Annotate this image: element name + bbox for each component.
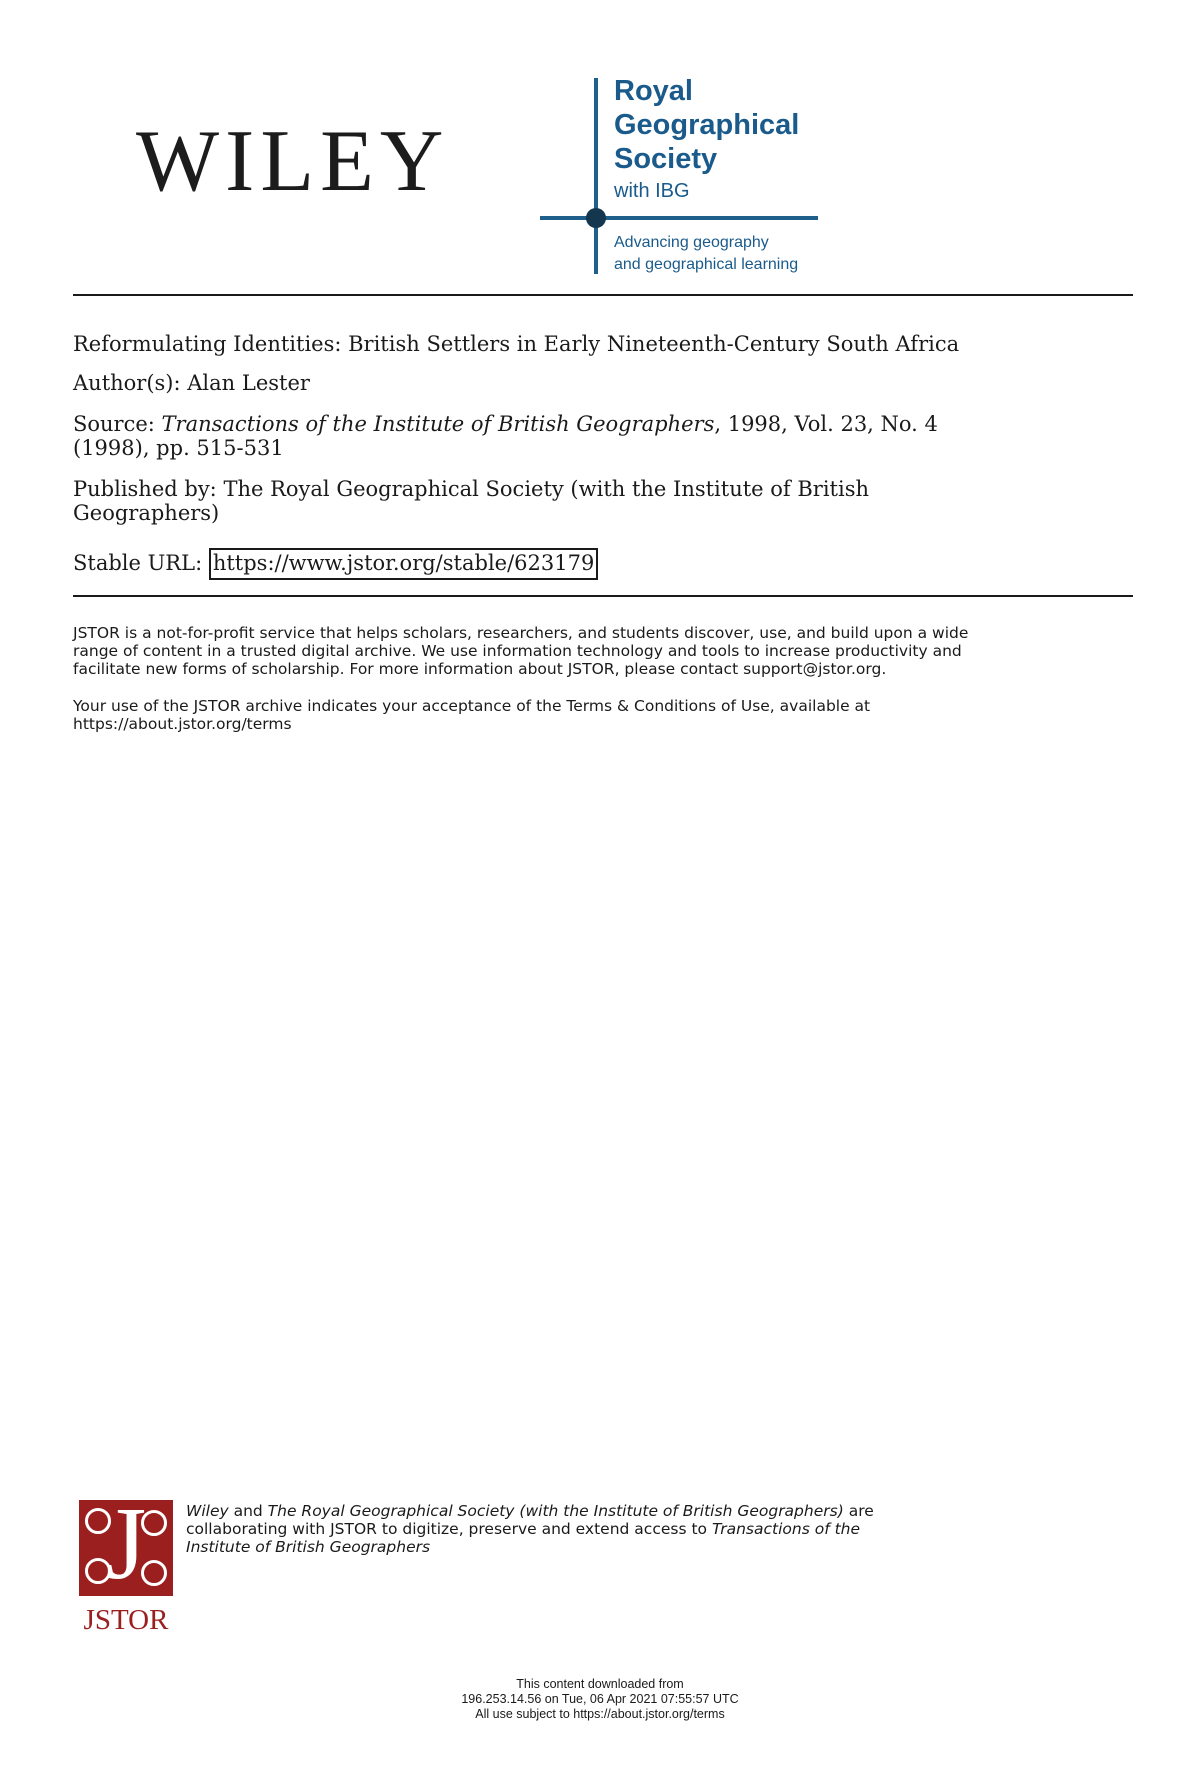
- rgs-logo: [540, 72, 830, 282]
- publisher-value-line2: Geographers): [73, 501, 220, 525]
- notice-line: JSTOR is a not-for-profit service that helps scholars, researchers, and students discover, use, and build upon a wide: [73, 624, 969, 642]
- wiley-logo: WILEY: [136, 113, 450, 210]
- collab-publisher: Wiley: [186, 1502, 229, 1520]
- publisher-value-line1: The Royal Geographical Society (with the Institute of British: [223, 477, 870, 501]
- bottom-divider: [73, 595, 1133, 597]
- stable-url-link[interactable]: https://www.jstor.org/stable/623179: [209, 548, 599, 580]
- jstor-notice: [73, 624, 1143, 678]
- notice-line: range of content in a trusted digital archive. We use information technology and tools to increase productivity and: [73, 642, 962, 660]
- footer-line: All use subject to https://about.jstor.org/terms: [475, 1707, 725, 1721]
- rgs-logo-subtitle: with IBG: [614, 180, 690, 202]
- source-details: , 1998, Vol. 23, No. 4: [714, 412, 938, 436]
- publisher-label: Published by:: [73, 477, 217, 501]
- collaboration-statement: Wiley and The Royal Geographical Society (with the Institute of British Geographers) are collaborating with JSTOR to digitize, preserve and extend access to Transactions of the Institute of British Geographers: [186, 1502, 874, 1556]
- rgs-logo-horizontal-line: [540, 216, 818, 220]
- footer-line: 196.253.14.56 on Tue, 06 Apr 2021 07:55:57 UTC: [461, 1692, 739, 1706]
- rgs-tagline-line: Advancing geography: [614, 234, 769, 251]
- rgs-logo-vertical-line: [594, 78, 598, 274]
- terms-link[interactable]: https://about.jstor.org/terms: [73, 715, 292, 733]
- collab-journal-cont: Institute of British Geographers: [186, 1538, 431, 1556]
- source-label: Source:: [73, 412, 155, 436]
- jstor-emblem-icon: [79, 1500, 173, 1596]
- top-divider: [73, 294, 1133, 296]
- jstor-wordmark: JSTOR: [83, 1604, 169, 1636]
- stable-url-row: [73, 551, 1133, 575]
- footer-line: This content downloaded from: [516, 1677, 684, 1691]
- article-title: Reformulating Identities: British Settlers in Early Nineteenth-Century South Africa: [73, 332, 960, 356]
- collab-society: The Royal Geographical Society (with the Institute of British Geographers): [267, 1502, 844, 1520]
- authors-label: Author(s):: [73, 371, 181, 395]
- jstor-logo: [74, 1500, 178, 1636]
- rgs-name-line: Society: [614, 143, 718, 175]
- rgs-tagline-line: and geographical learning: [614, 256, 799, 273]
- article-authors: [73, 371, 1133, 395]
- article-publisher: [73, 477, 1133, 525]
- stable-url-label: Stable URL:: [73, 551, 203, 575]
- terms-notice: [73, 697, 1143, 733]
- notice-line: Your use of the JSTOR archive indicates your acceptance of the Terms & Conditions of Use, available at: [73, 697, 871, 715]
- download-footer: [300, 1677, 900, 1722]
- notice-line: facilitate new forms of scholarship. For more information about JSTOR, please contact support@jstor.org.: [73, 660, 887, 678]
- authors-value: Alan Lester: [187, 371, 310, 395]
- article-source: [73, 412, 1133, 460]
- source-pages: (1998), pp. 515-531: [73, 436, 284, 460]
- collab-journal: Transactions of the: [711, 1520, 861, 1538]
- rgs-logo-name: [614, 74, 799, 176]
- rgs-name-line: Geographical: [614, 109, 800, 141]
- rgs-name-line: Royal: [614, 75, 693, 107]
- journal-title: Transactions of the Institute of British Geographers: [161, 412, 715, 436]
- rgs-logo-tagline: [614, 232, 798, 276]
- jstor-j-glyph: J: [105, 1500, 147, 1596]
- rgs-logo-dot: [586, 208, 606, 228]
